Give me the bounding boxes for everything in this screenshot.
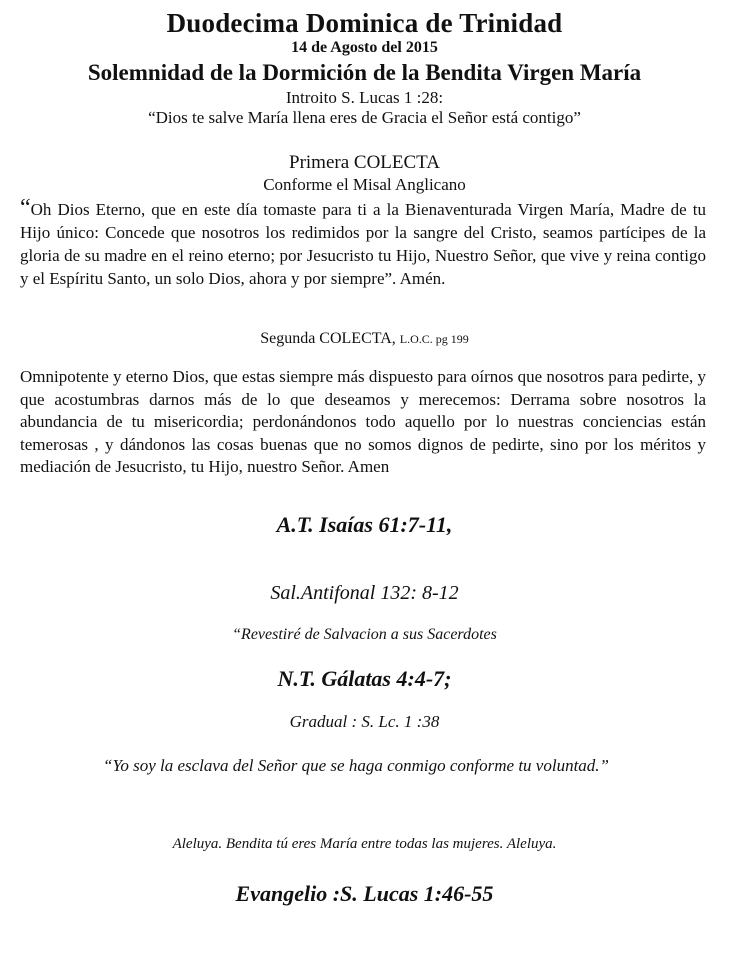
introito-reference: Introito S. Lucas 1 :28: bbox=[285, 88, 444, 107]
segunda-colecta-title: Segunda COLECTA, bbox=[260, 330, 400, 347]
antifona-text: “Revestiré de Salvacion a sus Sacerdotes bbox=[232, 626, 497, 643]
date-line: 14 de Agosto del 2015 bbox=[291, 39, 438, 56]
primera-colecta-heading: Primera COLECTA bbox=[289, 152, 440, 173]
primera-colecta-text bbox=[20, 195, 706, 290]
primera-colecta-body: Oh Dios Eterno, que en este día tomaste para ti a la Bienaventurada Virgen María, Madre de tu Hijo único: Concede que nosotros los redimidos por la sangre del Cristo, seamos partícipes de la gloria de su madre en el reino eterno; por Jesucristo tu Hijo, Nuestro Señor, que vive y reina contigo y el Espíritu Santo, un solo Dios, ahora y por siempre”. Amén. bbox=[20, 200, 706, 288]
aleluya-verse: Aleluya. Bendita tú eres María entre todas las mujeres. Aleluya. bbox=[172, 836, 557, 852]
introito-quote: “Dios te salve María llena eres de Gracia el Señor está contigo” bbox=[148, 108, 581, 127]
solemnity-title: Solemnidad de la Dormición de la Bendita Virgen María bbox=[87, 60, 642, 85]
segunda-colecta-heading bbox=[0, 330, 729, 348]
primera-colecta-subheading: Conforme el Misal Anglicano bbox=[263, 175, 466, 194]
gradual-reference: Gradual : S. Lc. 1 :38 bbox=[289, 712, 440, 731]
page-title: Duodecima Dominica de Trinidad bbox=[166, 8, 563, 38]
at-reading: A.T. Isaías 61:7-11, bbox=[276, 512, 453, 537]
evangelio-reading: Evangelio :S. Lucas 1:46-55 bbox=[235, 881, 494, 906]
open-quote-mark: “ bbox=[20, 195, 31, 221]
segunda-colecta-reference: L.O.C. pg 199 bbox=[399, 332, 469, 346]
salmo-antifonal: Sal.Antifonal 132: 8-12 bbox=[270, 582, 459, 604]
gradual-quote: “Yo soy la esclava del Señor que se haga conmigo conforme tu voluntad.” bbox=[102, 756, 609, 775]
nt-reading: N.T. Gálatas 4:4-7; bbox=[277, 666, 452, 691]
segunda-colecta-text: Omnipotente y eterno Dios, que estas siempre más dispuesto para oírnos que nosotros para pedirte, y que acostumbras darnos más de lo que deseamos y merecemos: Derrama sobre nosotros la abundancia de tu misericordia; perdonándonos todo aquello por lo nuestras conciencias están temerosas , y dándonos las cosas buenas que no somos dignos de pedirte, sino por los méritos y mediación de Jesucristo, tu Hijo, nuestro Señor. Amen bbox=[20, 367, 706, 476]
